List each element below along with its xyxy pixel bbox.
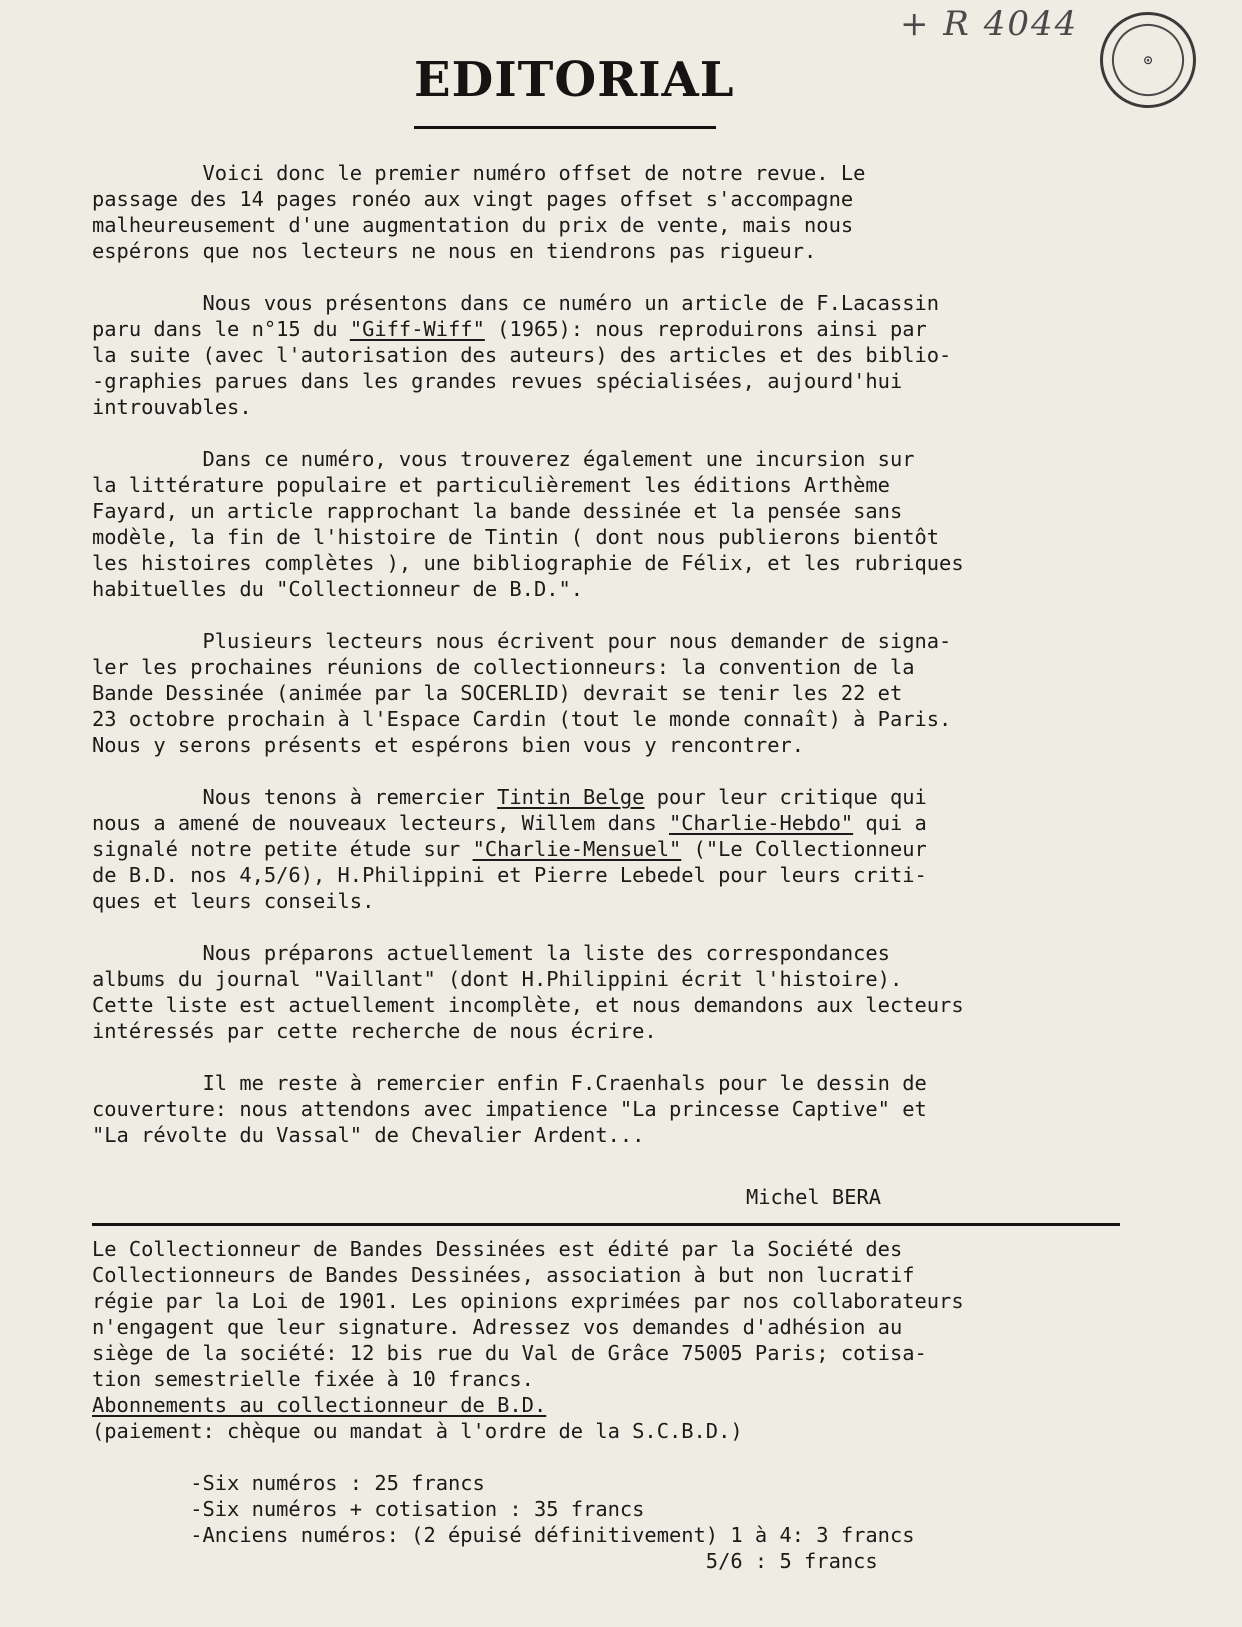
notice-line [92,1392,964,1418]
text-run: Le Collectionneur de Bandes Dessinées est édité par la Société des [92,1237,903,1261]
text-run: Nous vous présentons dans ce numéro un article de F.Lacassin [92,291,940,315]
text-run: (1965): nous reproduirons ainsi par [484,317,927,341]
text-run: 23 octobre prochain à l'Espace Cardin (tout le monde connaît) à Paris. [92,707,952,731]
text-run: 5/6 : 5 francs [92,1549,878,1573]
text-run: pour leur critique qui [644,785,927,809]
text-run: espérons que nos lecteurs ne nous en tiendrons pas rigueur. [92,239,817,263]
editorial-paragraph [92,940,964,1044]
publisher-notice [92,1236,964,1444]
notice-line [92,1366,964,1392]
text-run: Collectionneurs de Bandes Dessinées, association à but non lucratif [92,1263,915,1287]
underlined-title: "Giff-Wiff" [349,317,485,341]
notice-line [92,1236,964,1262]
editorial-paragraph [92,628,964,758]
text-run: -Six numéros + cotisation : 35 francs [92,1497,645,1521]
paragraph-line [92,810,964,836]
paragraph-line [92,888,964,914]
text-run: qui a [853,811,927,835]
underlined-title: Tintin Belge [497,785,645,809]
text-run: Cette liste est actuellement incomplète, et nous demandons aux lecteurs [92,993,964,1017]
paragraph-line [92,1018,964,1044]
editorial-paragraph [92,446,964,602]
text-run: Dans ce numéro, vous trouverez également une incursion sur [92,447,915,471]
text-run: Voici donc le premier numéro offset de notre revue. Le [92,161,866,185]
text-run: Fayard, un article rapprochant la bande dessinée et la pensée sans [92,499,903,523]
paragraph-line [92,1096,964,1122]
text-run: (paiement: chèque ou mandat à l'ordre de la S.C.B.D.) [92,1419,743,1443]
paragraph-line [92,1122,964,1148]
text-run: Il me reste à remercier enfin F.Craenhals pour le dessin de [92,1071,927,1095]
price-line [92,1470,915,1496]
text-run: introuvables. [92,395,252,419]
text-run: ler les prochaines réunions de collectionneurs: la convention de la [92,655,915,679]
paragraph-line [92,394,964,420]
price-line [92,1522,915,1548]
notice-line [92,1340,964,1366]
editorial-paragraph [92,784,964,914]
paragraph-line [92,992,964,1018]
paragraph-line [92,1070,964,1096]
text-run: "La révolte du Vassal" de Chevalier Ardent... [92,1123,645,1147]
paragraph-line [92,498,964,524]
notice-line [92,1262,964,1288]
paragraph-line [92,316,964,342]
paragraph-line [92,550,964,576]
text-run: la suite (avec l'autorisation des auteurs) des articles et des biblio- [92,343,952,367]
paragraph-line [92,446,964,472]
text-run: signalé notre petite étude sur [92,837,473,861]
paragraph-line [92,654,964,680]
text-run: -Anciens numéros: (2 épuisé définitivement) 1 à 4: 3 francs [92,1523,915,1547]
notice-line [92,1314,964,1340]
paragraph-line [92,680,964,706]
section-divider [92,1223,1120,1226]
text-run: de B.D. nos 4,5/6), H.Philippini et Pierre Lebedel pour leurs criti- [92,863,927,887]
text-run: Bande Dessinée (animée par la SOCERLID) devrait se tenir les 22 et [92,681,903,705]
text-run: régie par la Loi de 1901. Les opinions exprimées par nos collaborateurs [92,1289,964,1313]
paragraph-line [92,290,964,316]
paragraph-line [92,732,964,758]
paragraph-line [92,238,964,264]
handwritten-reference: + R 4044 [900,4,1079,44]
paragraph-line [92,628,964,654]
text-run: tion semestrielle fixée à 10 francs. [92,1367,534,1391]
text-run: -graphies parues dans les grandes revues spécialisées, aujourd'hui [92,369,903,393]
editorial-paragraph [92,290,964,420]
text-run: Nous y serons présents et espérons bien vous y rencontrer. [92,733,805,757]
library-stamp-inner [1102,14,1194,106]
underlined-title: "Charlie-Mensuel" [472,837,682,861]
text-run: couverture: nous attendons avec impatience "La princesse Captive" et [92,1097,927,1121]
price-line [92,1548,915,1574]
notice-line [92,1418,964,1444]
text-run: la littérature populaire et particulièrement les éditions Arthème [92,473,890,497]
subscription-prices [92,1470,915,1574]
text-run: passage des 14 pages ronéo aux vingt pages offset s'accompagne [92,187,854,211]
text-run: -Six numéros : 25 francs [92,1471,485,1495]
text-run: modèle, la fin de l'histoire de Tintin ( dont nous publierons bientôt [92,525,940,549]
paragraph-line [92,862,964,888]
text-run: Nous tenons à remercier [92,785,498,809]
paragraph-line [92,368,964,394]
paragraph-line [92,342,964,368]
paragraph-line [92,472,964,498]
text-run: albums du journal "Vaillant" (dont H.Philippini écrit l'histoire). [92,967,903,991]
text-run: intéressés par cette recherche de nous écrire. [92,1019,657,1043]
text-run: paru dans le n°15 du [92,317,350,341]
editorial-paragraph [92,1070,964,1148]
text-run: habituelles du "Collectionneur de B.D.". [92,577,584,601]
text-run: siège de la société: 12 bis rue du Val de Grâce 75005 Paris; cotisa- [92,1341,927,1365]
paragraph-line [92,524,964,550]
paragraph-line [92,576,964,602]
paragraph-line [92,940,964,966]
paragraph-line [92,186,964,212]
stamp-mark: ⊙ [1140,51,1156,69]
title-underline [414,126,716,129]
underlined-title: Abonnements au collectionneur de B.D. [92,1393,547,1417]
text-run: n'engagent que leur signature. Adressez vos demandes d'adhésion au [92,1315,903,1339]
text-run: Nous préparons actuellement la liste des correspondances [92,941,890,965]
editorial-body [92,160,964,1174]
signature: Michel BERA [746,1185,882,1209]
paragraph-line [92,784,964,810]
editorial-paragraph [92,160,964,264]
paragraph-line [92,836,964,862]
paragraph-line [92,160,964,186]
underlined-title: "Charlie-Hebdo" [668,811,854,835]
text-run: ("Le Collectionneur [681,837,927,861]
paragraph-line [92,966,964,992]
price-line [92,1496,915,1522]
library-stamp [1100,12,1196,108]
text-run: les histoires complètes ), une bibliographie de Félix, et les rubriques [92,551,964,575]
page-title: EDITORIAL [414,52,735,108]
text-run: Plusieurs lecteurs nous écrivent pour nous demander de signa- [92,629,952,653]
paragraph-line [92,212,964,238]
text-run: nous a amené de nouveaux lecteurs, Willem dans [92,811,669,835]
text-run: ques et leurs conseils. [92,889,375,913]
text-run: malheureusement d'une augmentation du prix de vente, mais nous [92,213,854,237]
notice-line [92,1288,964,1314]
paragraph-line [92,706,964,732]
